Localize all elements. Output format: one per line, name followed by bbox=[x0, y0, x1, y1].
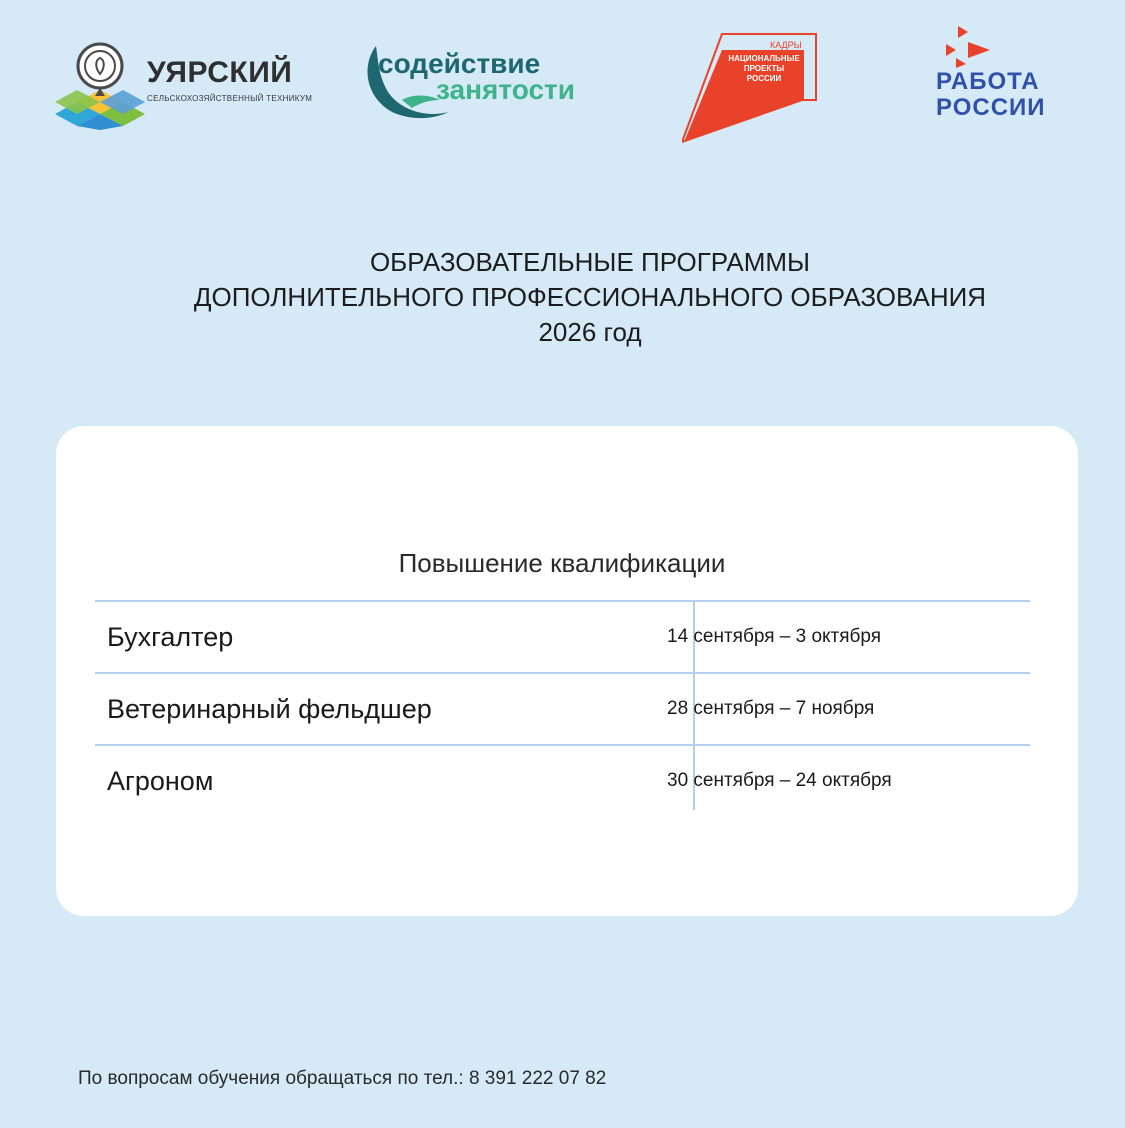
kadry-logo bbox=[682, 30, 822, 144]
logo-bar bbox=[0, 0, 1125, 160]
rabota-line2: РОССИИ bbox=[936, 94, 1046, 121]
sodeystvie-logo bbox=[362, 38, 602, 122]
program-dates: 14 сентября – 3 октября bbox=[667, 626, 882, 647]
title-line2: ДОПОЛНИТЕЛЬНОГО ПРОФЕССИОНАЛЬНОГО ОБРАЗОВАНИЯ bbox=[193, 282, 987, 312]
sodeystvie-line1: содействие bbox=[378, 48, 541, 79]
kadry-top-label: КАДРЫ bbox=[770, 40, 802, 50]
program-name: Агроном bbox=[107, 766, 214, 796]
program-dates: 30 сентября – 24 октября bbox=[667, 770, 892, 791]
kadry-line1: НАЦИОНАЛЬНЫЕ bbox=[728, 54, 800, 63]
programs-card bbox=[56, 426, 1078, 916]
program-name: Бухгалтер bbox=[107, 622, 234, 652]
program-name: Ветеринарный фельдшер bbox=[107, 694, 432, 724]
page-title bbox=[0, 245, 1125, 350]
program-dates: 28 сентября – 7 ноября bbox=[667, 698, 875, 719]
kadry-line3: РОССИИ bbox=[746, 74, 782, 83]
card-title: Повышение квалификации bbox=[398, 548, 726, 578]
uyarsky-subtitle: СЕЛЬСКОХОЗЯЙСТВЕННЫЙ ТЕХНИКУМ bbox=[147, 94, 313, 103]
uyarsky-emblem-icon bbox=[55, 38, 145, 130]
rabota-rossii-logo bbox=[932, 24, 1062, 124]
programs-table bbox=[95, 600, 1030, 816]
kadry-line2: ПРОЕКТЫ bbox=[743, 64, 785, 73]
title-line3: 2026 год bbox=[538, 317, 642, 347]
title-line1: ОБРАЗОВАТЕЛЬНЫЕ ПРОГРАММЫ bbox=[369, 247, 811, 277]
contact-footer: По вопросам обучения обращаться по тел.: 8 391 222 07 82 bbox=[78, 1068, 607, 1089]
uyarsky-name: УЯРСКИЙ bbox=[147, 56, 293, 89]
rabota-line1: РАБОТА bbox=[936, 68, 1040, 95]
table-row bbox=[95, 600, 1030, 672]
uyarsky-logo bbox=[55, 38, 315, 130]
table-row bbox=[95, 744, 1030, 816]
kadry-text bbox=[722, 54, 806, 84]
rabota-star-icon bbox=[932, 24, 1062, 68]
table-row bbox=[95, 672, 1030, 744]
sodeystvie-line2: занятости bbox=[436, 74, 575, 105]
